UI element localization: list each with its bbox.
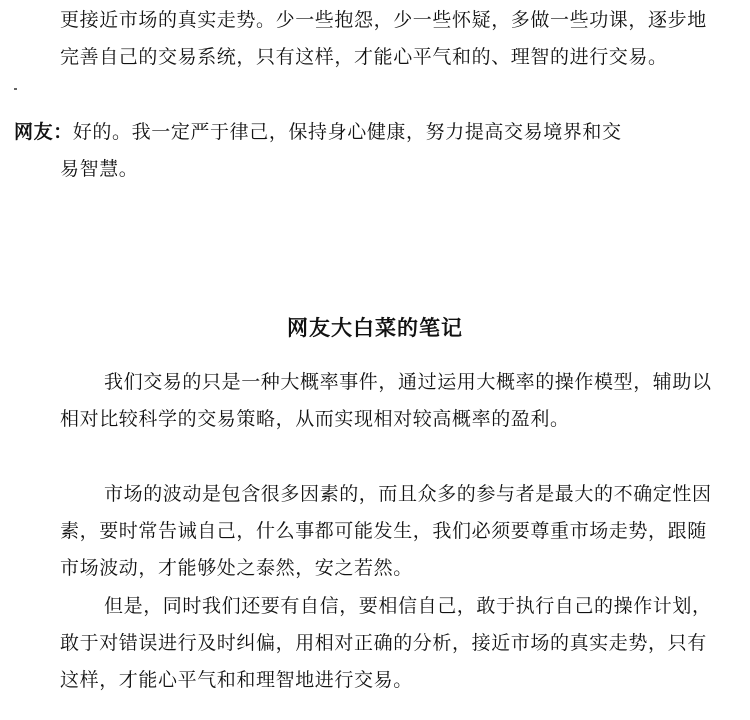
paragraph-text: 但是，同时我们还要有自信，要相信自己，敢于执行自己的操作计划，敢于对错误进行及时纠偏，用相对正确的分析，接近市场的真实走势，只有这样，才能心平气和和理智地进行交易。 [60,595,712,691]
paragraph-text: 市场的波动是包含很多因素的，而且众多的参与者是最大的不确定性因素，要时常告诫自己，什么事都可能发生，我们必须要尊重市场走势，跟随市场波动，才能够处之泰然，安之若然。 [60,483,712,579]
body-paragraph-3 [60,588,720,699]
speaker-label: 网友： [14,121,73,143]
continuation-paragraph: 更接近市场的真实走势。少一些抱怨，少一些怀疑，多做一些功课，逐步地完善自己的交易系统，只有这样，才能心平气和的、理智的进行交易。 [60,9,707,68]
reply-paragraph [14,114,720,188]
scan-speck [14,88,17,90]
reply-text-first: 好的。我一定严于律己，保持身心健康，努力提高交易境界和交 [72,121,622,143]
body-paragraph-1 [60,364,720,438]
reply-text-rest: 易智慧。 [60,158,139,180]
body-paragraph-2 [60,476,720,587]
paragraph-text: 我们交易的只是一种大概率事件，通过运用大概率的操作模型，辅助以相对比较科学的交易策略，从而实现相对较高概率的盈利。 [60,371,712,430]
section-title: 网友大白菜的笔记 [287,316,463,340]
